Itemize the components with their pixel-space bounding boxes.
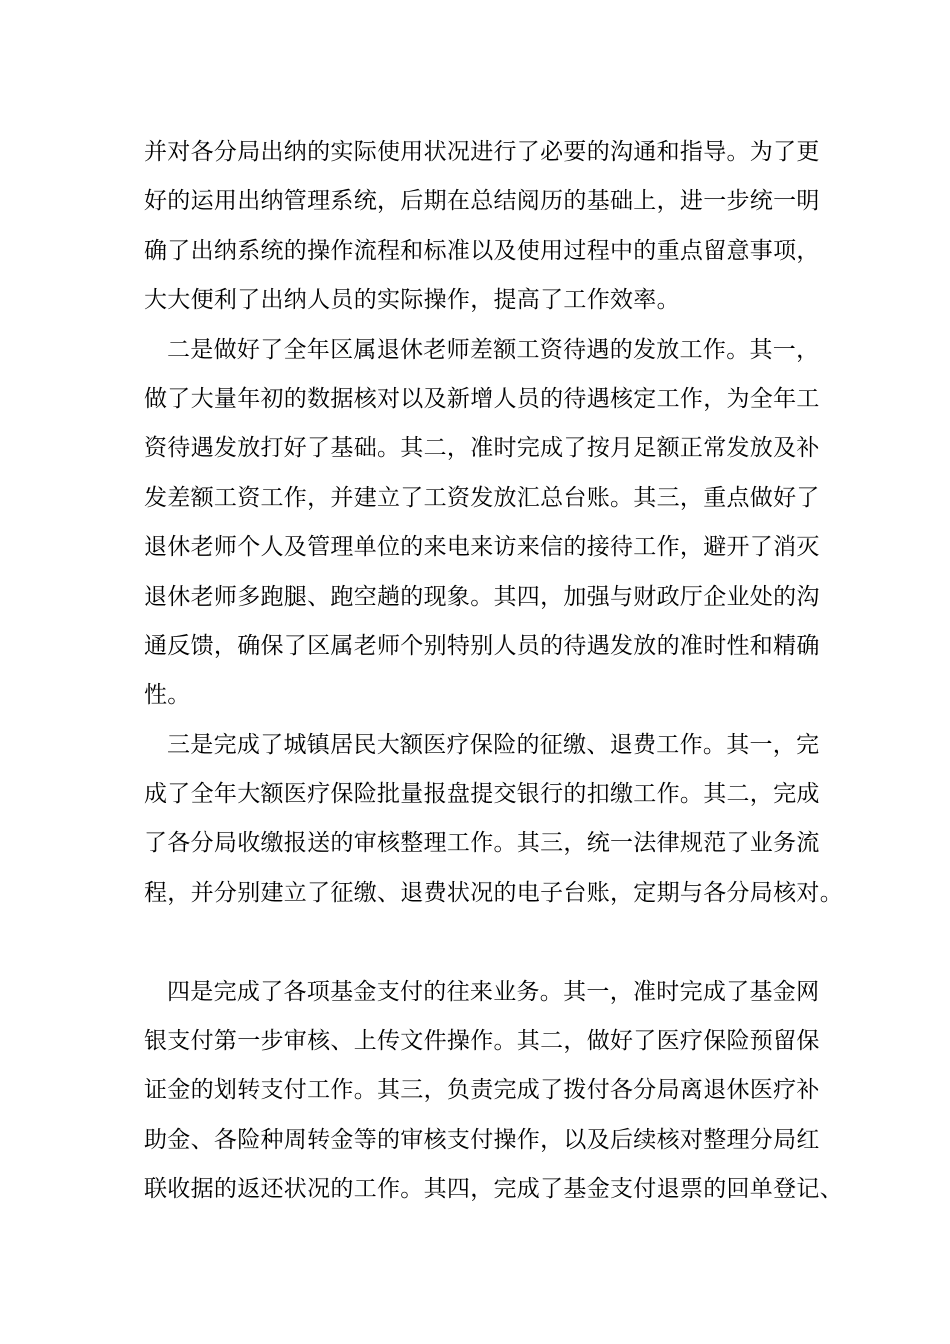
text-line: 联收据的返还状况的工作。其四，完成了基金支付退票的回单登记、 xyxy=(144,1176,843,1203)
text-line: 助金、各险种周转金等的审核支付操作，以及后续核对整理分局红 xyxy=(144,1126,820,1153)
text-line: 了各分局收缴报送的审核整理工作。其三，统一法律规范了业务流 xyxy=(144,830,820,857)
text-line: 退休老师个人及管理单位的来电来访来信的接待工作，避开了消灭 xyxy=(144,534,820,561)
document-body xyxy=(144,128,843,1215)
text-line: 确了出纳系统的操作流程和标准以及使用过程中的重点留意事项， xyxy=(144,237,820,264)
text-line: 性。 xyxy=(144,682,191,709)
text-line: 并对各分局出纳的实际使用状况进行了必要的沟通和指导。为了更 xyxy=(144,139,820,165)
text-line: 证金的划转支付工作。其三，负责完成了拨付各分局离退休医疗补 xyxy=(144,1077,820,1104)
text-line: 大大便利了出纳人员的实际操作，提高了工作效率。 xyxy=(144,287,680,314)
text-line: 做了大量年初的数据核对以及新增人员的待遇核定工作，为全年工 xyxy=(144,385,820,412)
paragraph-start-line: 四是完成了各项基金支付的往来业务。其一，准时完成了基金网 xyxy=(167,978,820,1005)
text-line: 通反馈，确保了区属老师个别特别人员的待遇发放的准时性和精确 xyxy=(144,632,820,659)
text-line: 银支付第一步审核、上传文件操作。其二，做好了医疗保险预留保 xyxy=(144,1028,820,1055)
paragraph-gap xyxy=(144,918,820,967)
text-line: 退休老师多跑腿、跑空趟的现象。其四，加强与财政厅企业处的沟 xyxy=(144,583,820,610)
text-line: 资待遇发放打好了基础。其二，准时完成了按月足额正常发放及补 xyxy=(144,435,820,462)
paragraph-start-line: 三是完成了城镇居民大额医疗保险的征缴、退费工作。其一，完 xyxy=(167,731,820,758)
text-line: 程，并分别建立了征缴、退费状况的电子台账，定期与各分局核对。 xyxy=(144,879,843,906)
paragraph-start-line: 二是做好了全年区属退休老师差额工资待遇的发放工作。其一， xyxy=(167,336,820,363)
text-line: 发差额工资工作，并建立了工资发放汇总台账。其三，重点做好了 xyxy=(144,484,820,511)
text-line: 好的运用出纳管理系统，后期在总结阅历的基础上，进一步统一明 xyxy=(144,188,820,215)
text-line: 成了全年大额医疗保险批量报盘提交银行的扣缴工作。其二，完成 xyxy=(144,781,820,808)
